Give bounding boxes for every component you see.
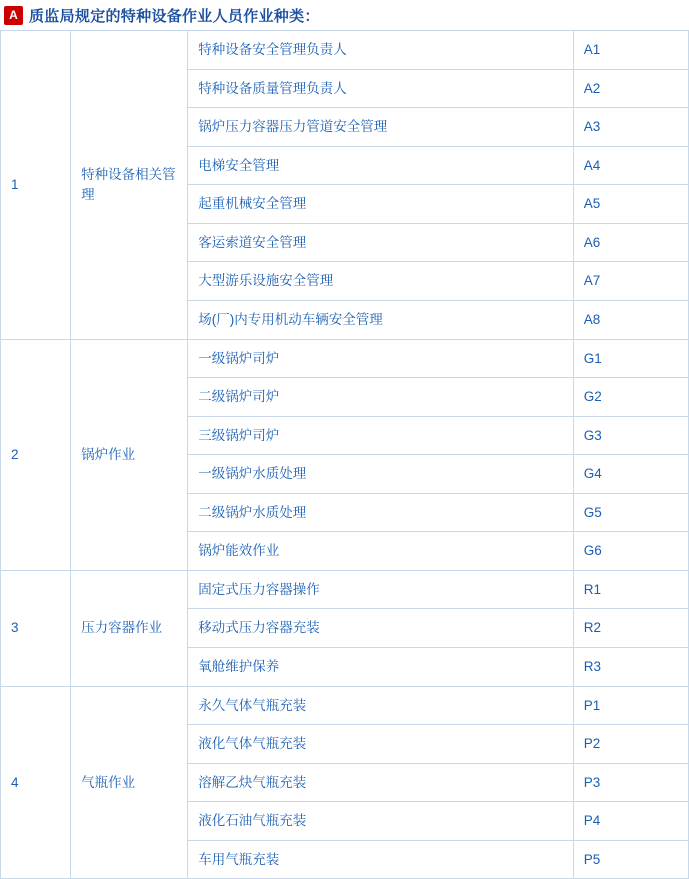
- occupation-name-cell: 锅炉能效作业: [188, 532, 574, 571]
- occupation-code-cell: A5: [573, 185, 688, 224]
- group-index-cell: 1: [1, 31, 71, 340]
- occupation-code-cell: A2: [573, 69, 688, 108]
- occupation-code-cell: G1: [573, 339, 688, 378]
- group-index-cell: 2: [1, 339, 71, 570]
- occupation-name-cell: 特种设备安全管理负责人: [188, 31, 574, 70]
- group-category-cell: 锅炉作业: [71, 339, 188, 570]
- occupation-name-cell: 氧舱维护保养: [188, 648, 574, 687]
- occupation-code-cell: P5: [573, 840, 688, 879]
- occupation-code-cell: P4: [573, 802, 688, 841]
- table-row: [1, 570, 689, 609]
- group-index-cell: 4: [1, 686, 71, 879]
- occupation-code-cell: G2: [573, 378, 688, 417]
- occupation-code-cell: G5: [573, 493, 688, 532]
- occupation-name-cell: 溶解乙炔气瓶充装: [188, 763, 574, 802]
- occupation-code-cell: A4: [573, 146, 688, 185]
- occupation-name-cell: 车用气瓶充装: [188, 840, 574, 879]
- special-equipment-occupation-table: [0, 30, 689, 879]
- occupation-code-cell: P1: [573, 686, 688, 725]
- table-row: [1, 686, 689, 725]
- group-category-cell: 特种设备相关管理: [71, 31, 188, 340]
- page-header: [0, 0, 689, 30]
- occupation-name-cell: 三级锅炉司炉: [188, 416, 574, 455]
- occupation-code-cell: A3: [573, 108, 688, 147]
- occupation-name-cell: 移动式压力容器充装: [188, 609, 574, 648]
- occupation-name-cell: 电梯安全管理: [188, 146, 574, 185]
- group-category-cell: 压力容器作业: [71, 570, 188, 686]
- occupation-name-cell: 大型游乐设施安全管理: [188, 262, 574, 301]
- occupation-code-cell: G3: [573, 416, 688, 455]
- occupation-code-cell: P2: [573, 725, 688, 764]
- occupation-name-cell: 二级锅炉司炉: [188, 378, 574, 417]
- page-title: 质监局规定的特种设备作业人员作业种类：: [29, 7, 320, 25]
- occupation-name-cell: 液化气体气瓶充装: [188, 725, 574, 764]
- occupation-name-cell: 永久气体气瓶充装: [188, 686, 574, 725]
- occupation-code-cell: R3: [573, 648, 688, 687]
- table-row: [1, 31, 689, 70]
- occupation-name-cell: 液化石油气瓶充装: [188, 802, 574, 841]
- occupation-name-cell: 场(厂)内专用机动车辆安全管理: [188, 300, 574, 339]
- group-category-cell: 气瓶作业: [71, 686, 188, 879]
- occupation-name-cell: 固定式压力容器操作: [188, 570, 574, 609]
- occupation-code-cell: A6: [573, 223, 688, 262]
- occupation-code-cell: A8: [573, 300, 688, 339]
- occupation-code-cell: P3: [573, 763, 688, 802]
- table-body: [1, 31, 689, 879]
- occupation-name-cell: 特种设备质量管理负责人: [188, 69, 574, 108]
- occupation-code-cell: R1: [573, 570, 688, 609]
- occupation-name-cell: 二级锅炉水质处理: [188, 493, 574, 532]
- section-badge-a: A: [4, 6, 23, 25]
- group-index-cell: 3: [1, 570, 71, 686]
- occupation-name-cell: 锅炉压力容器压力管道安全管理: [188, 108, 574, 147]
- occupation-code-cell: A7: [573, 262, 688, 301]
- occupation-code-cell: G6: [573, 532, 688, 571]
- occupation-name-cell: 一级锅炉司炉: [188, 339, 574, 378]
- occupation-code-cell: R2: [573, 609, 688, 648]
- table-row: [1, 339, 689, 378]
- occupation-name-cell: 起重机械安全管理: [188, 185, 574, 224]
- occupation-name-cell: 客运索道安全管理: [188, 223, 574, 262]
- occupation-name-cell: 一级锅炉水质处理: [188, 455, 574, 494]
- occupation-code-cell: G4: [573, 455, 688, 494]
- occupation-code-cell: A1: [573, 31, 688, 70]
